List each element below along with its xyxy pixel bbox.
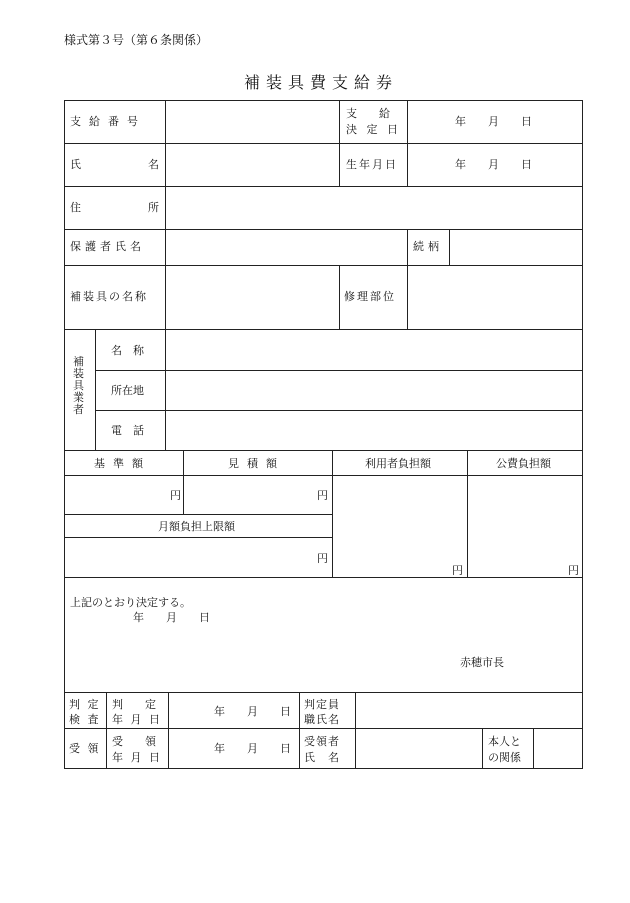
jusho-field[interactable] bbox=[166, 187, 582, 229]
label-juryosha-2: 氏 名 bbox=[304, 751, 340, 764]
seinengappi-date[interactable]: 年 月 日 bbox=[455, 158, 532, 171]
label-shikyu-bango: 支給番号 bbox=[70, 115, 146, 128]
yen-mitsumori: 円 bbox=[317, 489, 328, 502]
label-shuri-bui: 修理部位 bbox=[344, 290, 396, 303]
yen-kijun: 円 bbox=[170, 489, 181, 502]
label-gyosha-meisho: 名 称 bbox=[111, 344, 144, 357]
honnin-kankei-field[interactable] bbox=[534, 729, 582, 768]
hanteiin-field[interactable] bbox=[356, 693, 582, 728]
yen-kohi: 円 bbox=[568, 564, 579, 577]
label-hanteiin-2: 職氏名 bbox=[304, 713, 340, 726]
label-hantei-date-2: 年 月 日 bbox=[112, 713, 162, 726]
label-hosogu-meisho: 補装具の名称 bbox=[70, 290, 148, 303]
mitsumori-field[interactable] bbox=[184, 476, 332, 514]
decision-statement: 上記のとおり決定する。 bbox=[70, 596, 191, 609]
juryosha-field[interactable] bbox=[356, 729, 482, 768]
label-kijun: 基準額 bbox=[94, 457, 151, 470]
label-riyosha: 利用者負担額 bbox=[365, 457, 431, 470]
label-juryo-date-2: 年 月 日 bbox=[112, 751, 162, 764]
label-kohi: 公費負担額 bbox=[496, 457, 551, 470]
yen-riyosha: 円 bbox=[452, 564, 463, 577]
shikyu-kettei-date[interactable]: 年 月 日 bbox=[455, 115, 532, 128]
shuri-bui-field[interactable] bbox=[408, 266, 582, 329]
label-gyosha-vertical: 補装具業者 bbox=[73, 355, 84, 416]
label-shimei-1: 氏 bbox=[70, 158, 81, 171]
yen-getsugaku: 円 bbox=[317, 552, 328, 565]
shikyu-bango-field[interactable] bbox=[166, 101, 339, 143]
label-getsugaku: 月額負担上限額 bbox=[158, 520, 235, 533]
gyosha-shozaichi-field[interactable] bbox=[166, 371, 582, 410]
juryo-date[interactable]: 年 月 日 bbox=[214, 742, 291, 755]
kohi-field[interactable] bbox=[468, 476, 582, 577]
page-title: 補装具費支給券 bbox=[244, 73, 399, 92]
gyosha-denwa-field[interactable] bbox=[166, 411, 582, 450]
label-gyosha-denwa: 電 話 bbox=[111, 424, 144, 437]
zokugara-field[interactable] bbox=[450, 230, 582, 265]
form-number: 様式第３号（第６条関係） bbox=[64, 33, 209, 47]
mayor-label: 赤穂市長 bbox=[460, 656, 504, 669]
label-hanteiin-1: 判定員 bbox=[304, 698, 340, 711]
label-honnin-1: 本人と bbox=[488, 735, 521, 748]
label-shikyu-kettei-1: 支 給 bbox=[346, 107, 390, 120]
label-juryo: 受 領 bbox=[69, 742, 101, 755]
label-gyosha-shozaichi: 所在地 bbox=[111, 384, 144, 397]
label-seinengappi: 生年月日 bbox=[346, 158, 398, 171]
label-shimei-2: 名 bbox=[148, 158, 159, 171]
getsugaku-field[interactable] bbox=[65, 538, 332, 577]
label-jusho-2: 所 bbox=[148, 201, 159, 214]
kijun-field[interactable] bbox=[65, 476, 183, 514]
label-shikyu-kettei-2: 決 定 日 bbox=[346, 123, 401, 136]
label-juryo-date-1: 受 領 bbox=[112, 735, 156, 748]
hantei-date[interactable]: 年 月 日 bbox=[214, 705, 291, 718]
label-hantei-date-1: 判 定 bbox=[112, 698, 156, 711]
gyosha-meisho-field[interactable] bbox=[166, 330, 582, 370]
decision-date[interactable]: 年 月 日 bbox=[133, 611, 210, 624]
hogosha-field[interactable] bbox=[166, 230, 407, 265]
label-zokugara: 続柄 bbox=[413, 240, 443, 253]
label-hantei-1: 判 定 bbox=[69, 698, 101, 711]
hosogu-meisho-field[interactable] bbox=[166, 266, 339, 329]
label-jusho-1: 住 bbox=[70, 201, 81, 214]
label-mitsumori: 見積額 bbox=[228, 457, 285, 470]
shimei-field[interactable] bbox=[166, 144, 339, 186]
label-hogosha: 保護者氏名 bbox=[70, 240, 145, 253]
label-juryosha-1: 受領者 bbox=[304, 735, 340, 748]
riyosha-field[interactable] bbox=[333, 476, 467, 577]
label-honnin-2: の関係 bbox=[488, 751, 521, 764]
label-hantei-2: 検 査 bbox=[69, 713, 101, 726]
